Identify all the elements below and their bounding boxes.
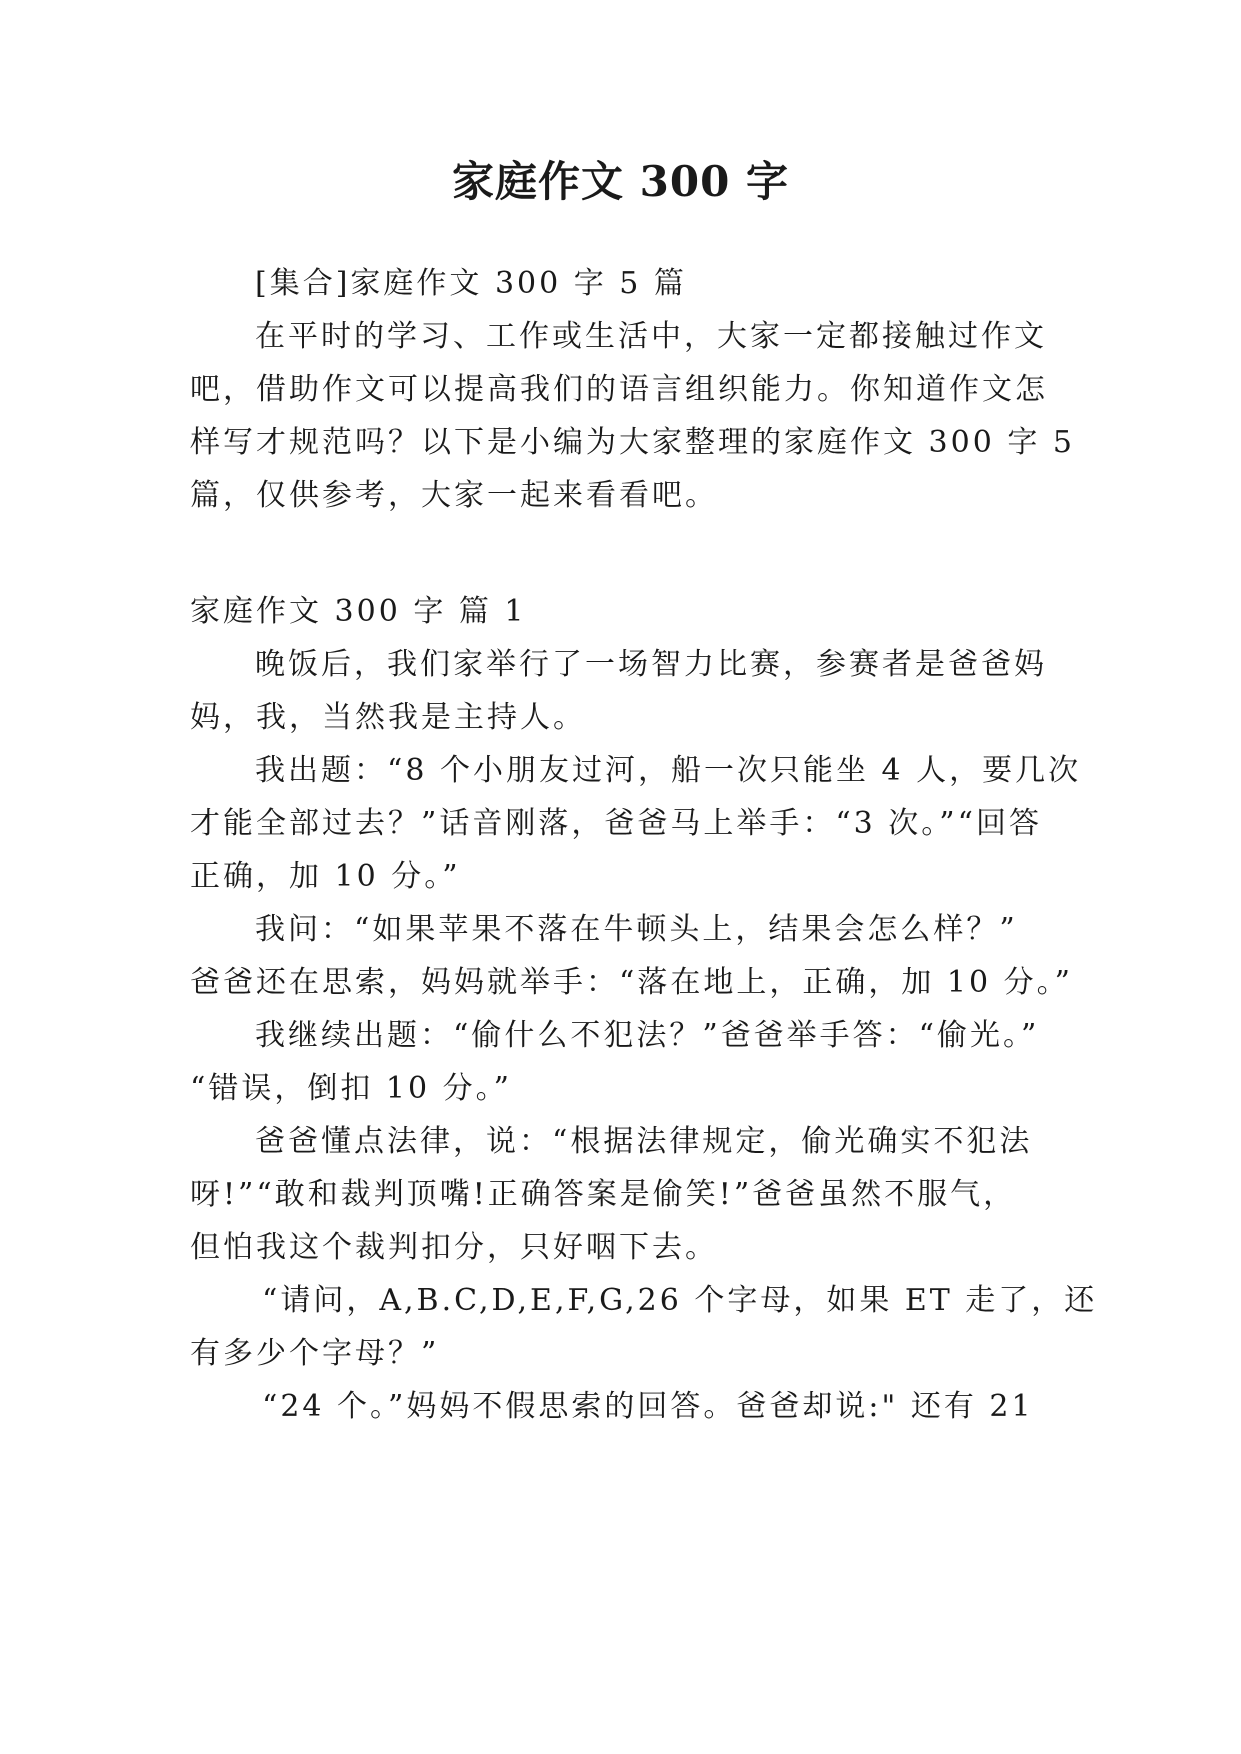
body-paragraph-line: 正确，加 10 分。” [190, 859, 461, 894]
body-paragraph-line: 有多少个字母？” [190, 1336, 440, 1371]
body-paragraph-line: 晚饭后，我们家举行了一场智力比赛，参赛者是爸爸妈 [255, 647, 1047, 682]
intro-paragraph-line: 在平时的学习、工作或生活中，大家一定都接触过作文 [255, 319, 1047, 354]
body-paragraph-line: “24 个。”妈妈不假思索的回答。爸爸却说:" 还有 21 [262, 1389, 1034, 1424]
body-paragraph-line: “错误，倒扣 10 分。” [190, 1071, 512, 1106]
body-paragraph-line: 我问：“如果苹果不落在牛顿头上，结果会怎么样？” [255, 912, 1018, 947]
document-title: 家庭作文 300 字 [452, 157, 789, 206]
body-paragraph-line: 我出题：“8 个小朋友过河，船一次只能坐 4 人，要几次 [255, 753, 1082, 788]
intro-paragraph-line: 样写才规范吗？以下是小编为大家整理的家庭作文 300 字 5 [190, 425, 1075, 460]
body-paragraph-line: 才能全部过去？”话音刚落，爸爸马上举手：“3 次。”“回答 [190, 806, 1042, 841]
section-heading: 家庭作文 300 字 篇 1 [190, 594, 527, 629]
body-paragraph-line: 但怕我这个裁判扣分，只好咽下去。 [190, 1230, 718, 1265]
intro-paragraph-line: 吧，借助作文可以提高我们的语言组织能力。你知道作文怎 [190, 372, 1048, 407]
collection-heading: [集合]家庭作文 300 字 5 篇 [255, 266, 687, 301]
body-paragraph-line: 爸爸还在思索，妈妈就举手：“落在地上，正确，加 10 分。” [190, 965, 1073, 1000]
body-paragraph-line: “请问，A,B.C,D,E,F,G,26 个字母，如果 ET 走了，还 [262, 1283, 1098, 1318]
body-paragraph-line: 我继续出题：“偷什么不犯法？”爸爸举手答：“偷光。” [255, 1018, 1040, 1053]
body-paragraph-line: 妈，我，当然我是主持人。 [190, 700, 586, 735]
body-paragraph-line: 爸爸懂点法律，说：“根据法律规定，偷光确实不犯法 [255, 1124, 1033, 1159]
body-paragraph-line: 呀!”“敢和裁判顶嘴!正确答案是偷笑!”爸爸虽然不服气， [190, 1177, 1017, 1212]
intro-paragraph-line: 篇，仅供参考，大家一起来看看吧。 [190, 478, 718, 513]
